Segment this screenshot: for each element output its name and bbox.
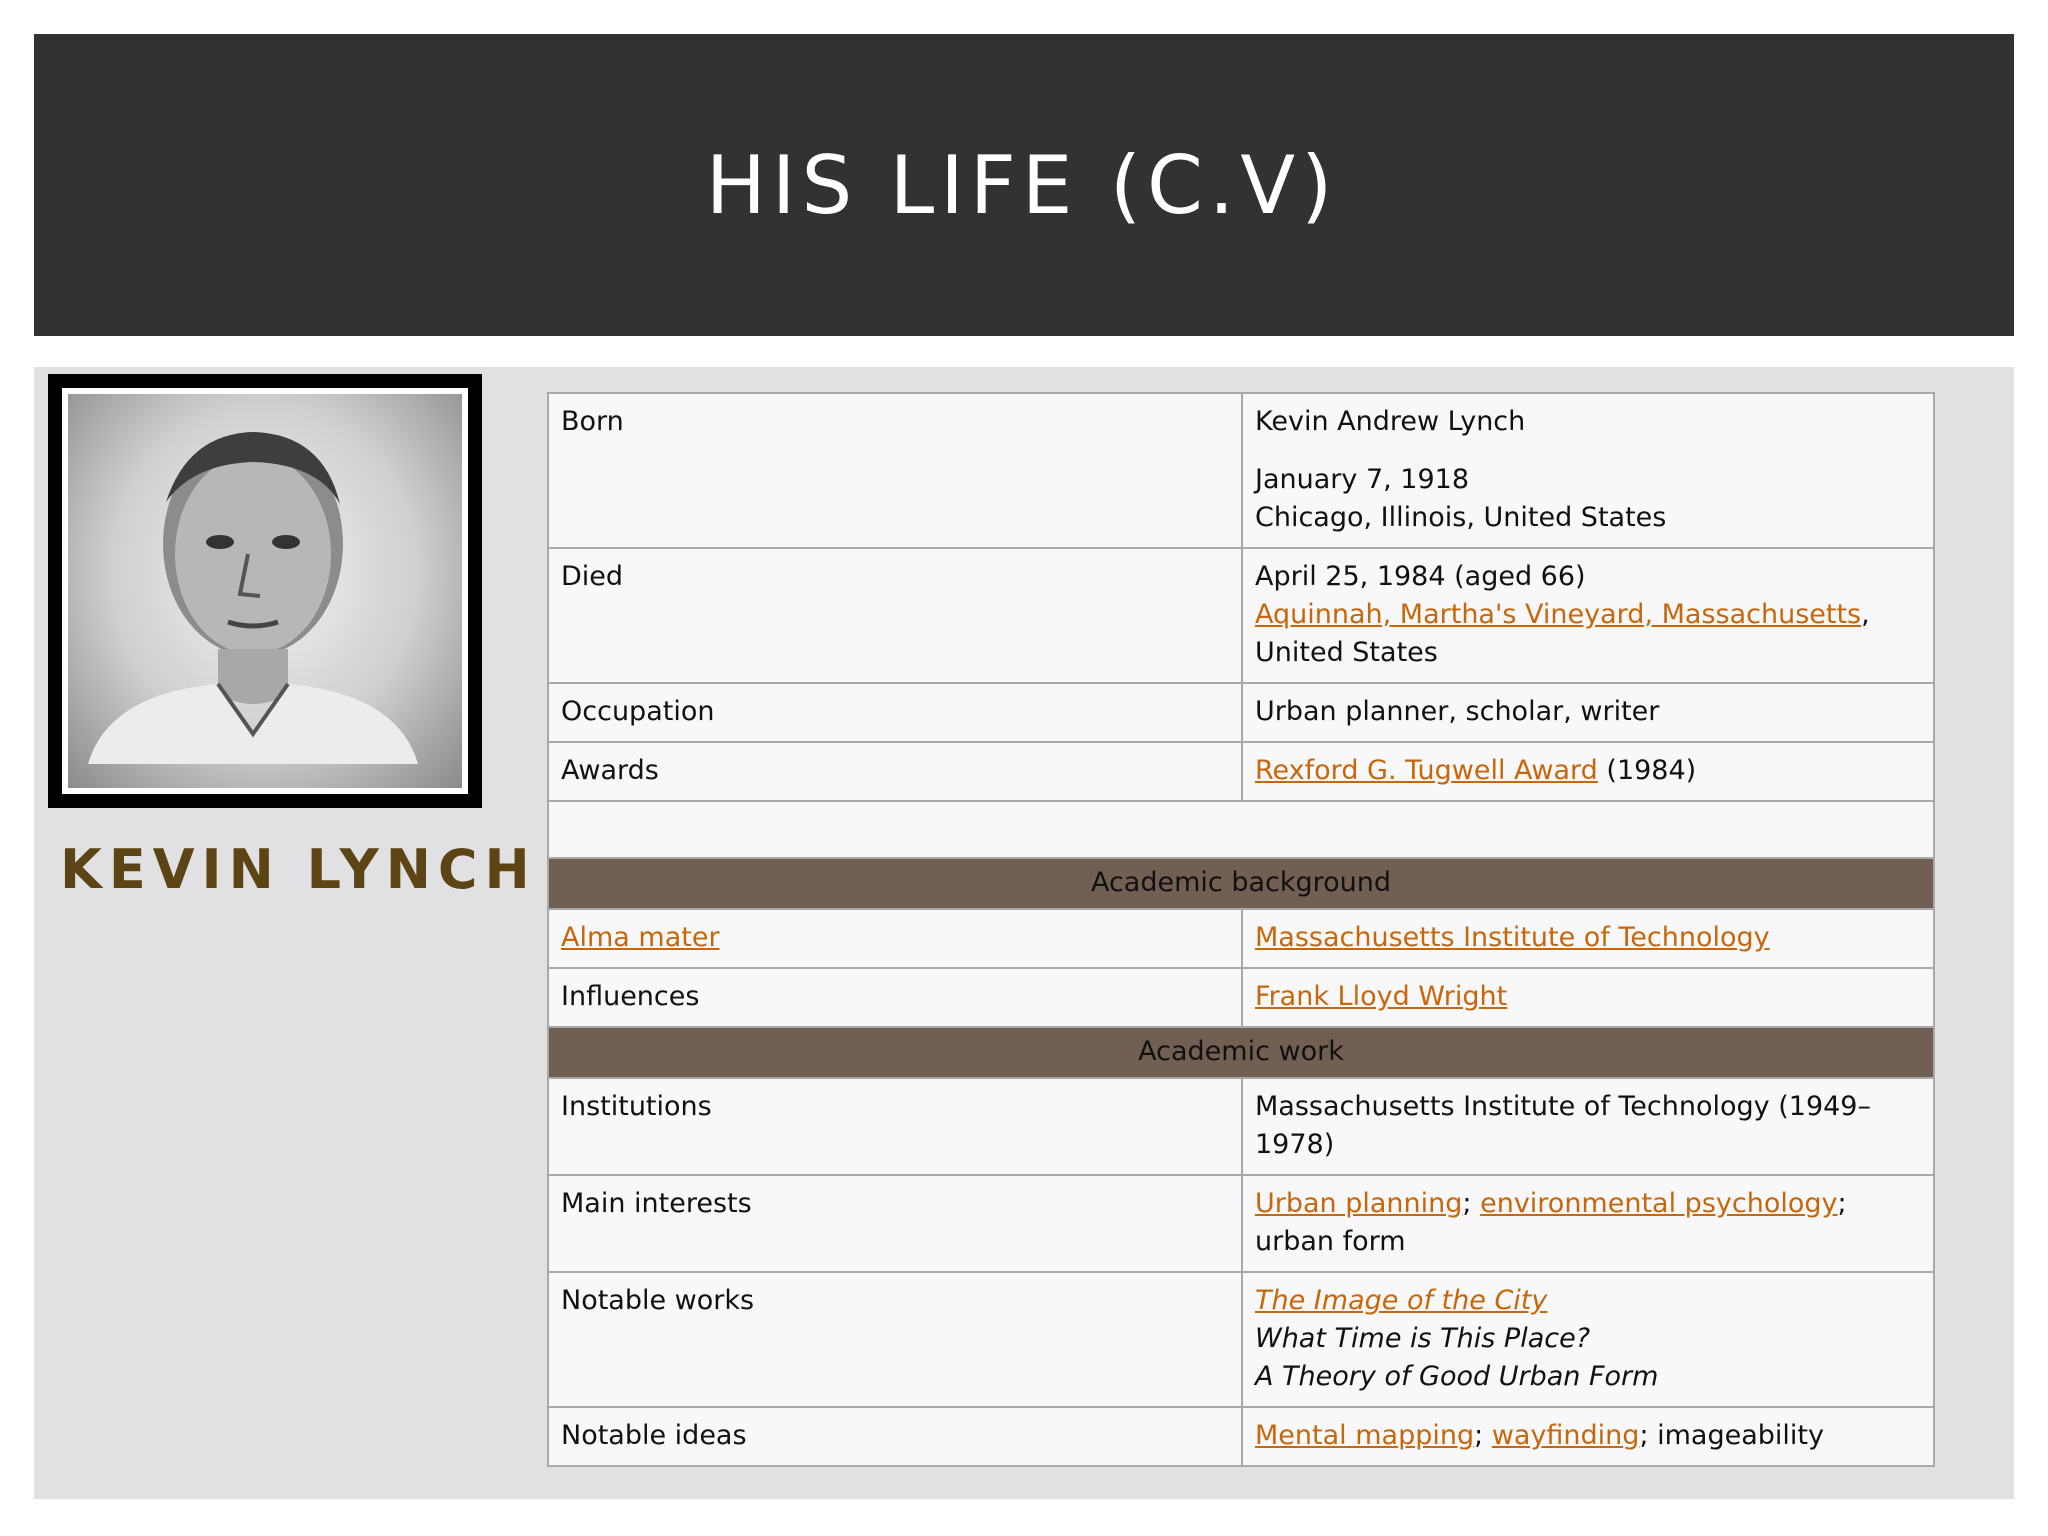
born-date: January 7, 1918 (1255, 464, 1469, 495)
row-main-interests (548, 1175, 1934, 1272)
portrait-frame (48, 374, 482, 808)
urban-planning-link[interactable]: Urban planning (1255, 1188, 1463, 1219)
mental-mapping-link[interactable]: Mental mapping (1255, 1420, 1475, 1451)
died-place-link[interactable]: Aquinnah, Martha's Vineyard, Massachusetts (1255, 599, 1862, 630)
born-name: Kevin Andrew Lynch (1255, 406, 1526, 437)
born-label: Born (548, 393, 1242, 548)
portrait-icon (68, 394, 438, 764)
row-notable-ideas (548, 1407, 1934, 1466)
influences-link[interactable]: Frank Lloyd Wright (1255, 981, 1508, 1012)
works-value (1242, 1272, 1934, 1407)
occupation-label: Occupation (548, 683, 1242, 742)
occupation-value: Urban planner, scholar, writer (1242, 683, 1934, 742)
awards-value: Rexford G. Tugwell Award (1984) (1242, 742, 1934, 801)
row-occupation (548, 683, 1934, 742)
row-influences (548, 968, 1934, 1027)
died-label: Died (548, 548, 1242, 683)
portrait-photo (68, 394, 462, 788)
section-title: Academic work (548, 1027, 1934, 1078)
interests-value: Urban planning; environmental psychology; urban form (1242, 1175, 1934, 1272)
influences-label: Influences (548, 968, 1242, 1027)
row-born (548, 393, 1934, 548)
died-value: April 25, 1984 (aged 66) Aquinnah, Martha's Vineyard, Massachusetts, United States (1242, 548, 1934, 683)
section-academic-work (548, 1027, 1934, 1078)
person-name: KEVIN LYNCH (60, 838, 537, 901)
institutions-value: Massachusetts Institute of Technology (1949–1978) (1242, 1078, 1934, 1175)
works-label: Notable works (548, 1272, 1242, 1407)
alma-mater-value-link[interactable]: Massachusetts Institute of Technology (1255, 922, 1770, 953)
died-date: April 25, 1984 (aged 66) (1255, 561, 1586, 592)
slide-title: HIS LIFE (C.V) (705, 138, 1339, 232)
row-alma-mater (548, 909, 1934, 968)
wayfinding-link[interactable]: wayfinding (1491, 1420, 1640, 1451)
image-of-the-city-link[interactable]: The Image of the City (1255, 1285, 1548, 1316)
row-notable-works (548, 1272, 1934, 1407)
awards-label: Awards (548, 742, 1242, 801)
environmental-psychology-link[interactable]: environmental psychology (1480, 1188, 1838, 1219)
interests-label: Main interests (548, 1175, 1242, 1272)
died-country: United States (1255, 637, 1438, 668)
alma-mater-link[interactable]: Alma mater (561, 922, 720, 953)
row-died (548, 548, 1934, 683)
work-title: What Time is This Place? (1255, 1323, 1591, 1354)
ideas-value: Mental mapping; wayfinding; imageability (1242, 1407, 1934, 1466)
born-value (1242, 393, 1934, 548)
infobox-table (547, 392, 1935, 1467)
ideas-label: Notable ideas (548, 1407, 1242, 1466)
row-awards (548, 742, 1934, 801)
section-academic-background (548, 858, 1934, 909)
title-bar (34, 34, 2014, 336)
row-institutions (548, 1078, 1934, 1175)
work-title: A Theory of Good Urban Form (1255, 1361, 1659, 1392)
institutions-label: Institutions (548, 1078, 1242, 1175)
row-blank (548, 801, 1934, 858)
awards-link[interactable]: Rexford G. Tugwell Award (1255, 755, 1598, 786)
section-title: Academic background (548, 858, 1934, 909)
born-place: Chicago, Illinois, United States (1255, 502, 1667, 533)
